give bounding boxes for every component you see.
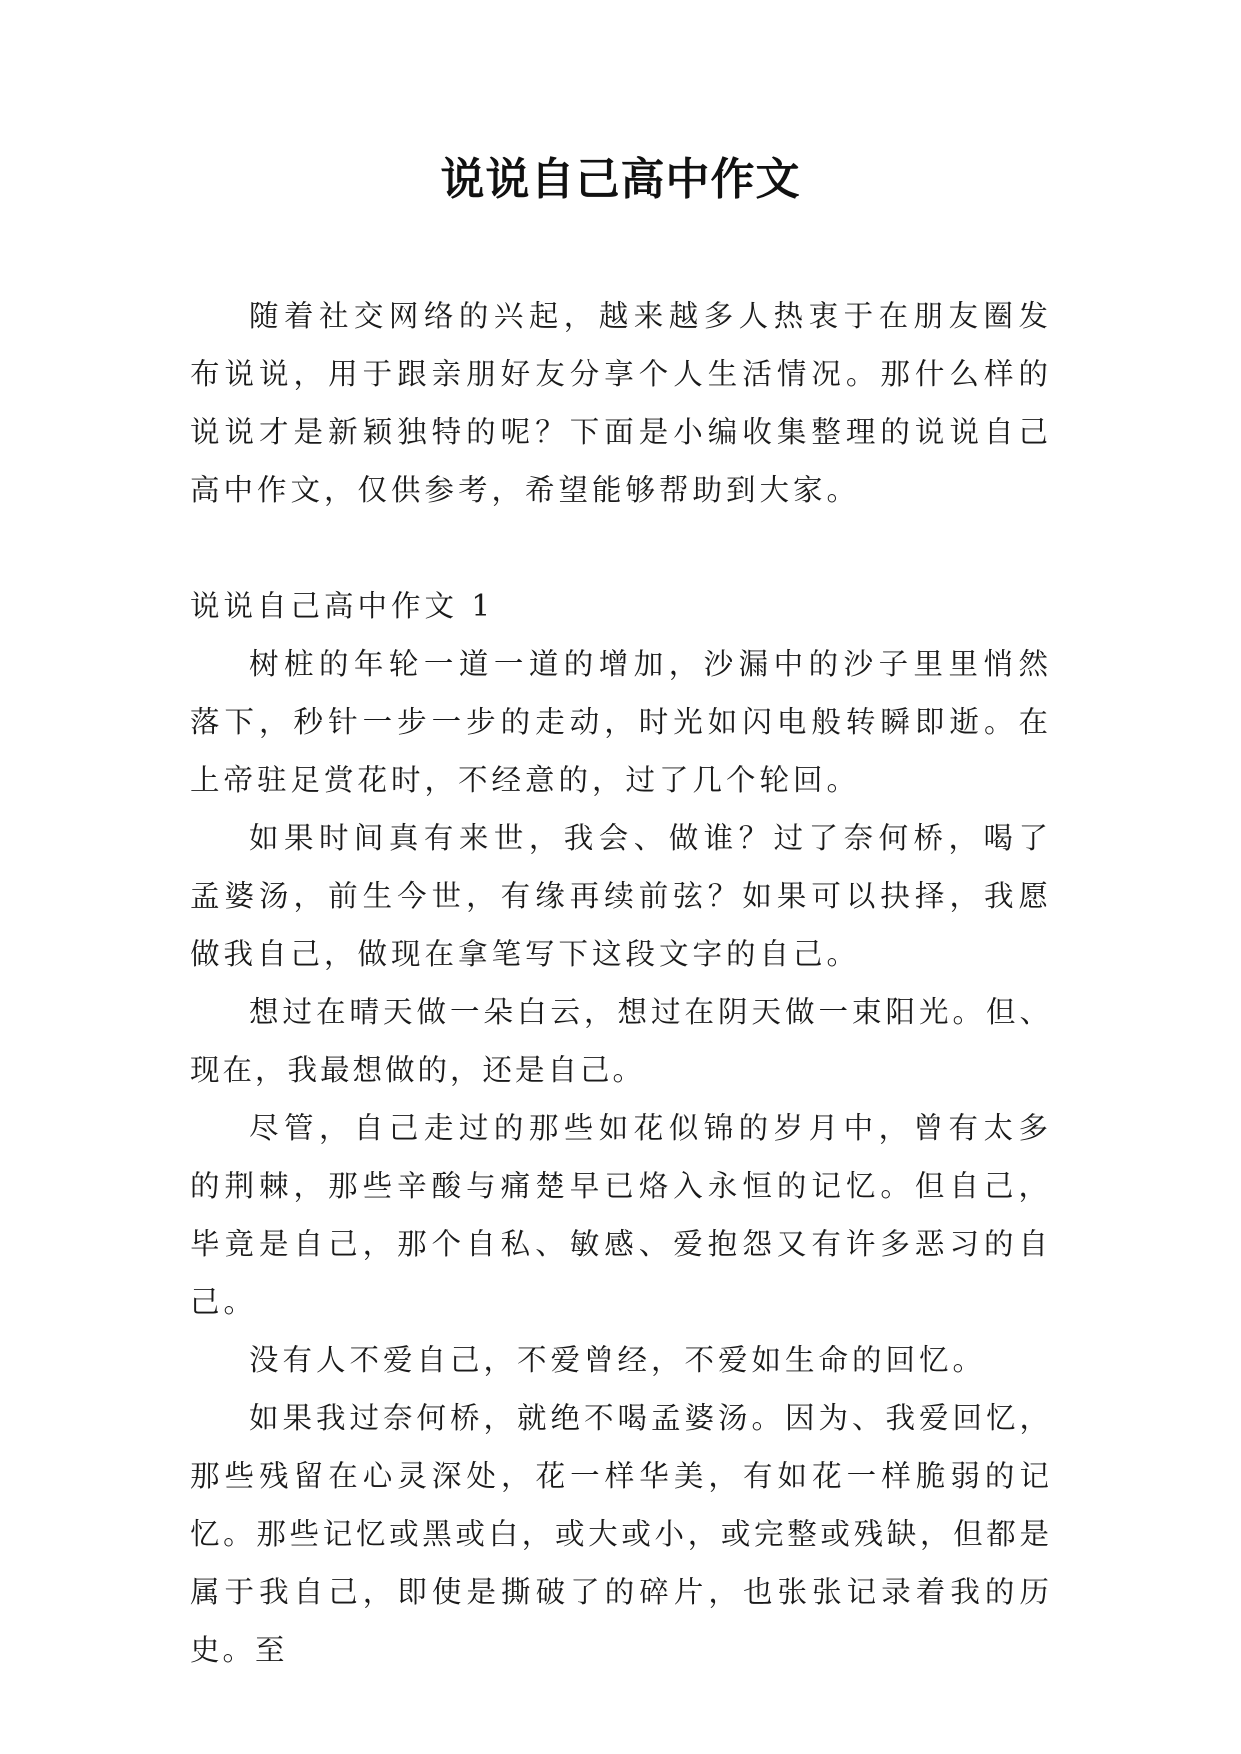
body-paragraph: 如果时间真有来世，我会、做谁？过了奈何桥，喝了孟婆汤，前生今世，有缘再续前弦？如果可以抉择，我愿做我自己，做现在拿笔写下这段文字的自己。 (190, 821, 1052, 971)
body-paragraph: 想过在晴天做一朵白云，想过在阴天做一束阳光。但、现在，我最想做的，还是自己。 (190, 995, 1052, 1087)
document-title: 说说自己高中作文 (440, 154, 801, 205)
section-heading: 说说自己高中作文 1 (190, 589, 495, 623)
document-body (190, 287, 1052, 1679)
body-paragraph: 尽管，自己走过的那些如花似锦的岁月中，曾有太多的荆棘，那些辛酸与痛楚早已烙入永恒的记忆。但自己，毕竟是自己，那个自私、敏感、爱抱怨又有许多恶习的自己。 (190, 1111, 1052, 1319)
intro-paragraph: 随着社交网络的兴起，越来越多人热衷于在朋友圈发布说说，用于跟亲朋好友分享个人生活情况。那什么样的说说才是新颖独特的呢？下面是小编收集整理的说说自己高中作文，仅供参考，希望能够帮助到大家。 (190, 299, 1052, 507)
body-paragraph: 没有人不爱自己，不爱曾经，不爱如生命的回忆。 (249, 1343, 987, 1377)
body-paragraph: 树桩的年轮一道一道的增加，沙漏中的沙子里里悄然落下，秒针一步一步的走动，时光如闪电般转瞬即逝。在上帝驻足赏花时，不经意的，过了几个轮回。 (190, 647, 1052, 797)
body-paragraph: 如果我过奈何桥，就绝不喝孟婆汤。因为、我爱回忆，那些残留在心灵深处，花一样华美，有如花一样脆弱的记忆。那些记忆或黑或白，或大或小，或完整或残缺，但都是属于我自己，即使是撕破了的碎片，也张张记录着我的历史。至 (190, 1401, 1052, 1667)
